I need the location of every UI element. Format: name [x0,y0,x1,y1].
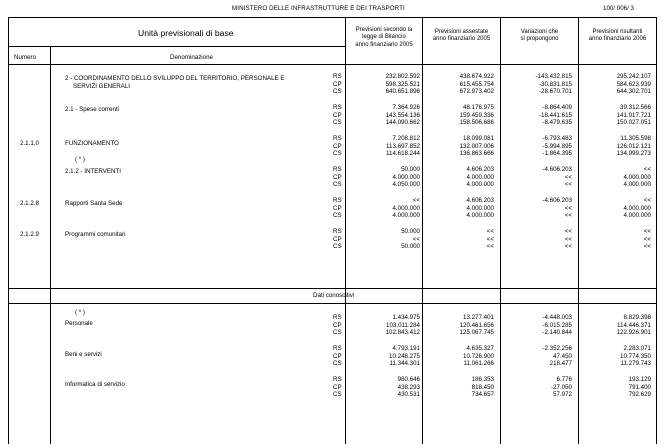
value-variazioni: -8.479.635 [542,119,572,127]
dati-denominazione: ( * ) [75,309,85,316]
row-code: CP [333,235,342,243]
dati-top-line [8,288,657,289]
row-code: RS [333,104,342,111]
value-variazioni: << [564,228,572,235]
row-code: CS [333,150,342,158]
value-variazioni: -4.606.203 [542,166,572,173]
value-prev-risultanti: 11.305.598 [620,135,651,142]
dati-prev-risultanti: 122.926.901 [616,329,651,337]
value-prev-legge: 113.697.852 [386,142,420,150]
value-prev-assestate: 615.455.754 [459,80,494,88]
value-prev-legge: 143.554.136 [385,111,420,119]
dati-prev-legge: 438.293 [397,383,420,391]
dati-code: CP [333,321,342,329]
row-numero: 2.1.2.8 [20,200,39,207]
dati-prev-assestate: 10.726.900 [463,352,494,360]
value-prev-risultanti: 584.623.939 [616,80,651,88]
value-prev-risultanti: 126.012.121 [616,142,651,150]
value-prev-risultanti: 39.312.566 [620,104,651,111]
value-prev-legge: 4.000.000 [392,212,420,220]
value-prev-risultanti: 4.000.000 [623,181,651,189]
row-code: CS [333,243,342,251]
dati-prev-legge: 103.011.284 [386,321,420,329]
value-variazioni: << [564,204,572,212]
header-bottom-line [8,64,657,65]
value-prev-assestate: 4.000.000 [466,181,494,189]
value-variazioni: -143.432.815 [535,73,572,80]
value-variazioni: << [564,235,572,243]
prev-assestate-header: Previsioni assestate anno finanziario 2005 [432,29,491,43]
value-prev-legge: 640.651.896 [385,88,420,96]
value-prev-assestate: << [486,243,494,251]
unita-header: Unità previsionali di base [138,28,234,38]
dati-variazioni: -2.352.256 [542,345,572,352]
dati-prev-risultanti: 11.279.743 [620,360,651,368]
value-prev-assestate: 4.000.000 [466,212,494,220]
numero-col-line [50,46,51,444]
value-prev-assestate: 438.674.922 [459,73,494,80]
dati-denominazione: Personale [65,320,93,327]
value-prev-legge: 232.802.592 [385,73,420,80]
dati-prev-legge: 10.248.275 [389,352,420,360]
prev-risultanti-header: Previsioni risultanti anno finanziario 2006 [588,29,647,43]
row-code: CP [333,80,342,88]
row-code: CS [333,181,342,189]
row-code: CP [333,111,342,119]
dati-code: RS [333,376,342,383]
value-prev-risultanti: 644.302.701 [616,88,651,96]
value-prev-risultanti: 4.000.000 [623,212,651,220]
dati-prev-legge: 430.531 [397,391,420,399]
header-mid-line [8,46,345,47]
value-prev-legge: 7.208.812 [392,135,420,142]
value-prev-risultanti: 295.242.107 [616,73,651,80]
dati-prev-risultanti: 193.129 [628,376,651,383]
dati-prev-assestate: 13.277.401 [463,314,494,321]
dati-prev-legge: 1.434.975 [392,314,420,321]
dati-prev-assestate: 120.461.656 [459,321,494,329]
dati-prev-assestate: 4.635.327 [466,345,494,352]
dati-conoscitivi-label: Dati conoscitivi [313,292,355,299]
value-prev-risultanti: 141.017.721 [616,111,651,119]
dati-prev-assestate: 186.353 [471,376,494,383]
value-prev-risultanti: << [643,228,651,235]
value-prev-legge: 50.000 [401,243,420,251]
dati-variazioni: 218.477 [549,360,572,368]
value-prev-risultanti: << [643,235,651,243]
dati-variazioni: 47.450 [553,352,572,360]
value-prev-legge: 4.050.000 [392,181,420,189]
dati-variazioni: -2.140.844 [542,329,572,337]
row-code: RS [333,197,342,204]
dati-prev-risultanti: 114.446.371 [617,321,651,329]
dati-prev-risultanti: 2.283.071 [623,345,651,352]
row-denominazione: Programmi comunitari [65,231,126,238]
value-prev-risultanti: << [643,243,651,251]
dati-prev-legge: 4.793.191 [392,345,420,352]
value-prev-assestate: 4.606.203 [466,166,494,173]
dati-prev-assestate: 734.657 [471,391,494,399]
value-variazioni: -6.793.483 [542,135,572,142]
value-prev-assestate: 158.506.686 [459,119,494,127]
dati-code: CS [333,360,342,368]
dati-prev-legge: 11.344.301 [389,360,420,368]
dati-prev-assestate: 818.450 [471,383,494,391]
row-numero: 2.1.1.0 [20,140,39,147]
variazioni-header: Variazioni che si propongono [520,29,559,43]
dati-prev-risultanti: 8.829.398 [623,314,651,321]
ministry-title: MINISTERO DELLE INFRASTRUTTURE E DEI TRASPORTI [232,5,405,12]
prev-legge-header: Previsioni secondo la legge di Bilancio anno finanziario 2005 [355,27,413,48]
dati-prev-legge: 102.843.412 [385,329,420,337]
dati-code: CP [333,383,342,391]
value-prev-legge: 144.090.662 [385,119,420,127]
row-code: RS [333,228,342,235]
value-variazioni: -8.864.409 [542,104,572,111]
value-prev-assestate: 672.973.402 [459,88,494,96]
value-variazioni: -5.994.895 [542,142,572,150]
value-prev-risultanti: 150.027.051 [616,119,651,127]
value-prev-legge: 4.000.000 [392,204,420,212]
value-prev-legge: 598.325.521 [385,80,420,88]
value-variazioni: -28.670.701 [538,88,572,96]
value-variazioni: -4.606.203 [542,197,572,204]
page-number: 100/ 006/ 3 [603,5,634,12]
dati-prev-risultanti: 791.400 [628,383,651,391]
dati-variazioni: -6.015.285 [542,321,572,329]
value-variazioni: << [564,243,572,251]
dati-variazioni: 57.972 [553,391,572,399]
value-variazioni: -1.864.395 [542,150,572,158]
dati-denominazione: Informatica di servizio [65,381,125,388]
row-code: RS [333,135,342,142]
value-prev-assestate: << [486,228,494,235]
value-prev-risultanti: 134.999.273 [616,150,651,158]
row-denominazione: FUNZIONAMENTO [65,140,119,147]
dati-prev-assestate: 11.061.266 [463,360,494,368]
value-prev-assestate: 4.000.000 [466,173,494,181]
table-top-border [8,17,657,18]
value-prev-assestate: 132.007.006 [459,142,494,150]
value-prev-assestate: 4.000.000 [466,204,494,212]
row-code: CS [333,88,342,96]
row-denominazione: 2.1.2 - INTERVENTI [65,168,121,175]
value-prev-assestate: 18.099.081 [463,135,494,142]
row-denominazione: 2.1 - Spese correnti [65,106,119,113]
dati-variazioni: -4.448.003 [542,314,572,321]
value-variazioni: -18.441.615 [538,111,572,119]
table-right-border [656,17,657,444]
dati-code: CS [333,329,342,337]
row-code: RS [333,73,342,80]
value-prev-legge: 114.618.244 [386,150,420,158]
value-variazioni: << [564,181,572,189]
value-prev-legge: 7.364.926 [392,104,420,111]
row-denominazione: ( * ) [75,156,85,163]
value-prev-risultanti: << [643,166,651,173]
numero-header: Numero [14,54,37,61]
value-prev-assestate: 48.176.975 [463,104,494,111]
value-prev-legge: 50.000 [401,166,420,173]
row-code: CP [333,204,342,212]
value-prev-assestate: 159.459.336 [459,111,494,119]
row-denominazione: 2 - COORDINAMENTO DELLO SVILUPPO DEL TERRITORIO, PERSONALE E [65,75,285,82]
value-prev-legge: << [412,235,420,243]
row-denominazione: Rapporti Santa Sede [65,200,123,207]
value-variazioni: << [564,173,572,181]
dati-prev-risultanti: 10.774.350 [620,352,651,360]
dati-bottom-line [8,303,657,304]
dati-code: CP [333,352,342,360]
row-code: RS [333,166,342,173]
dati-prev-legge: 980.646 [397,376,420,383]
row-code: CS [333,119,342,127]
dati-variazioni: 6.776 [556,376,572,383]
dati-prev-assestate: 125.067.745 [459,329,494,337]
value-prev-risultanti: 4.000.000 [623,204,651,212]
value-prev-assestate: << [486,235,494,243]
row-denominazione: SERVIZI GENERALI [73,83,130,90]
value-prev-assestate: 136.863.666 [459,150,494,158]
dati-code: CS [333,391,342,399]
value-prev-legge: << [412,197,420,204]
value-variazioni: -30.831.815 [538,80,572,88]
row-code: CS [333,212,342,220]
value-prev-legge: 50.000 [401,228,420,235]
value-prev-risultanti: << [643,197,651,204]
value-prev-assestate: 4.606.203 [466,197,494,204]
table-left-border [8,17,9,444]
dati-variazioni: -27.050 [551,383,572,391]
dati-code: RS [333,345,342,352]
denominazione-header: Denominazione [170,54,213,61]
row-numero: 2.1.2.9 [20,231,39,238]
value-prev-legge: 4.000.000 [392,173,420,181]
value-prev-risultanti: 4.000.000 [623,173,651,181]
value-variazioni: << [564,212,572,220]
row-code: CP [333,142,342,150]
dati-denominazione: Beni e servizi [65,351,102,358]
dati-prev-risultanti: 792.629 [628,391,651,399]
row-code: CP [333,173,342,181]
dati-code: RS [333,314,342,321]
